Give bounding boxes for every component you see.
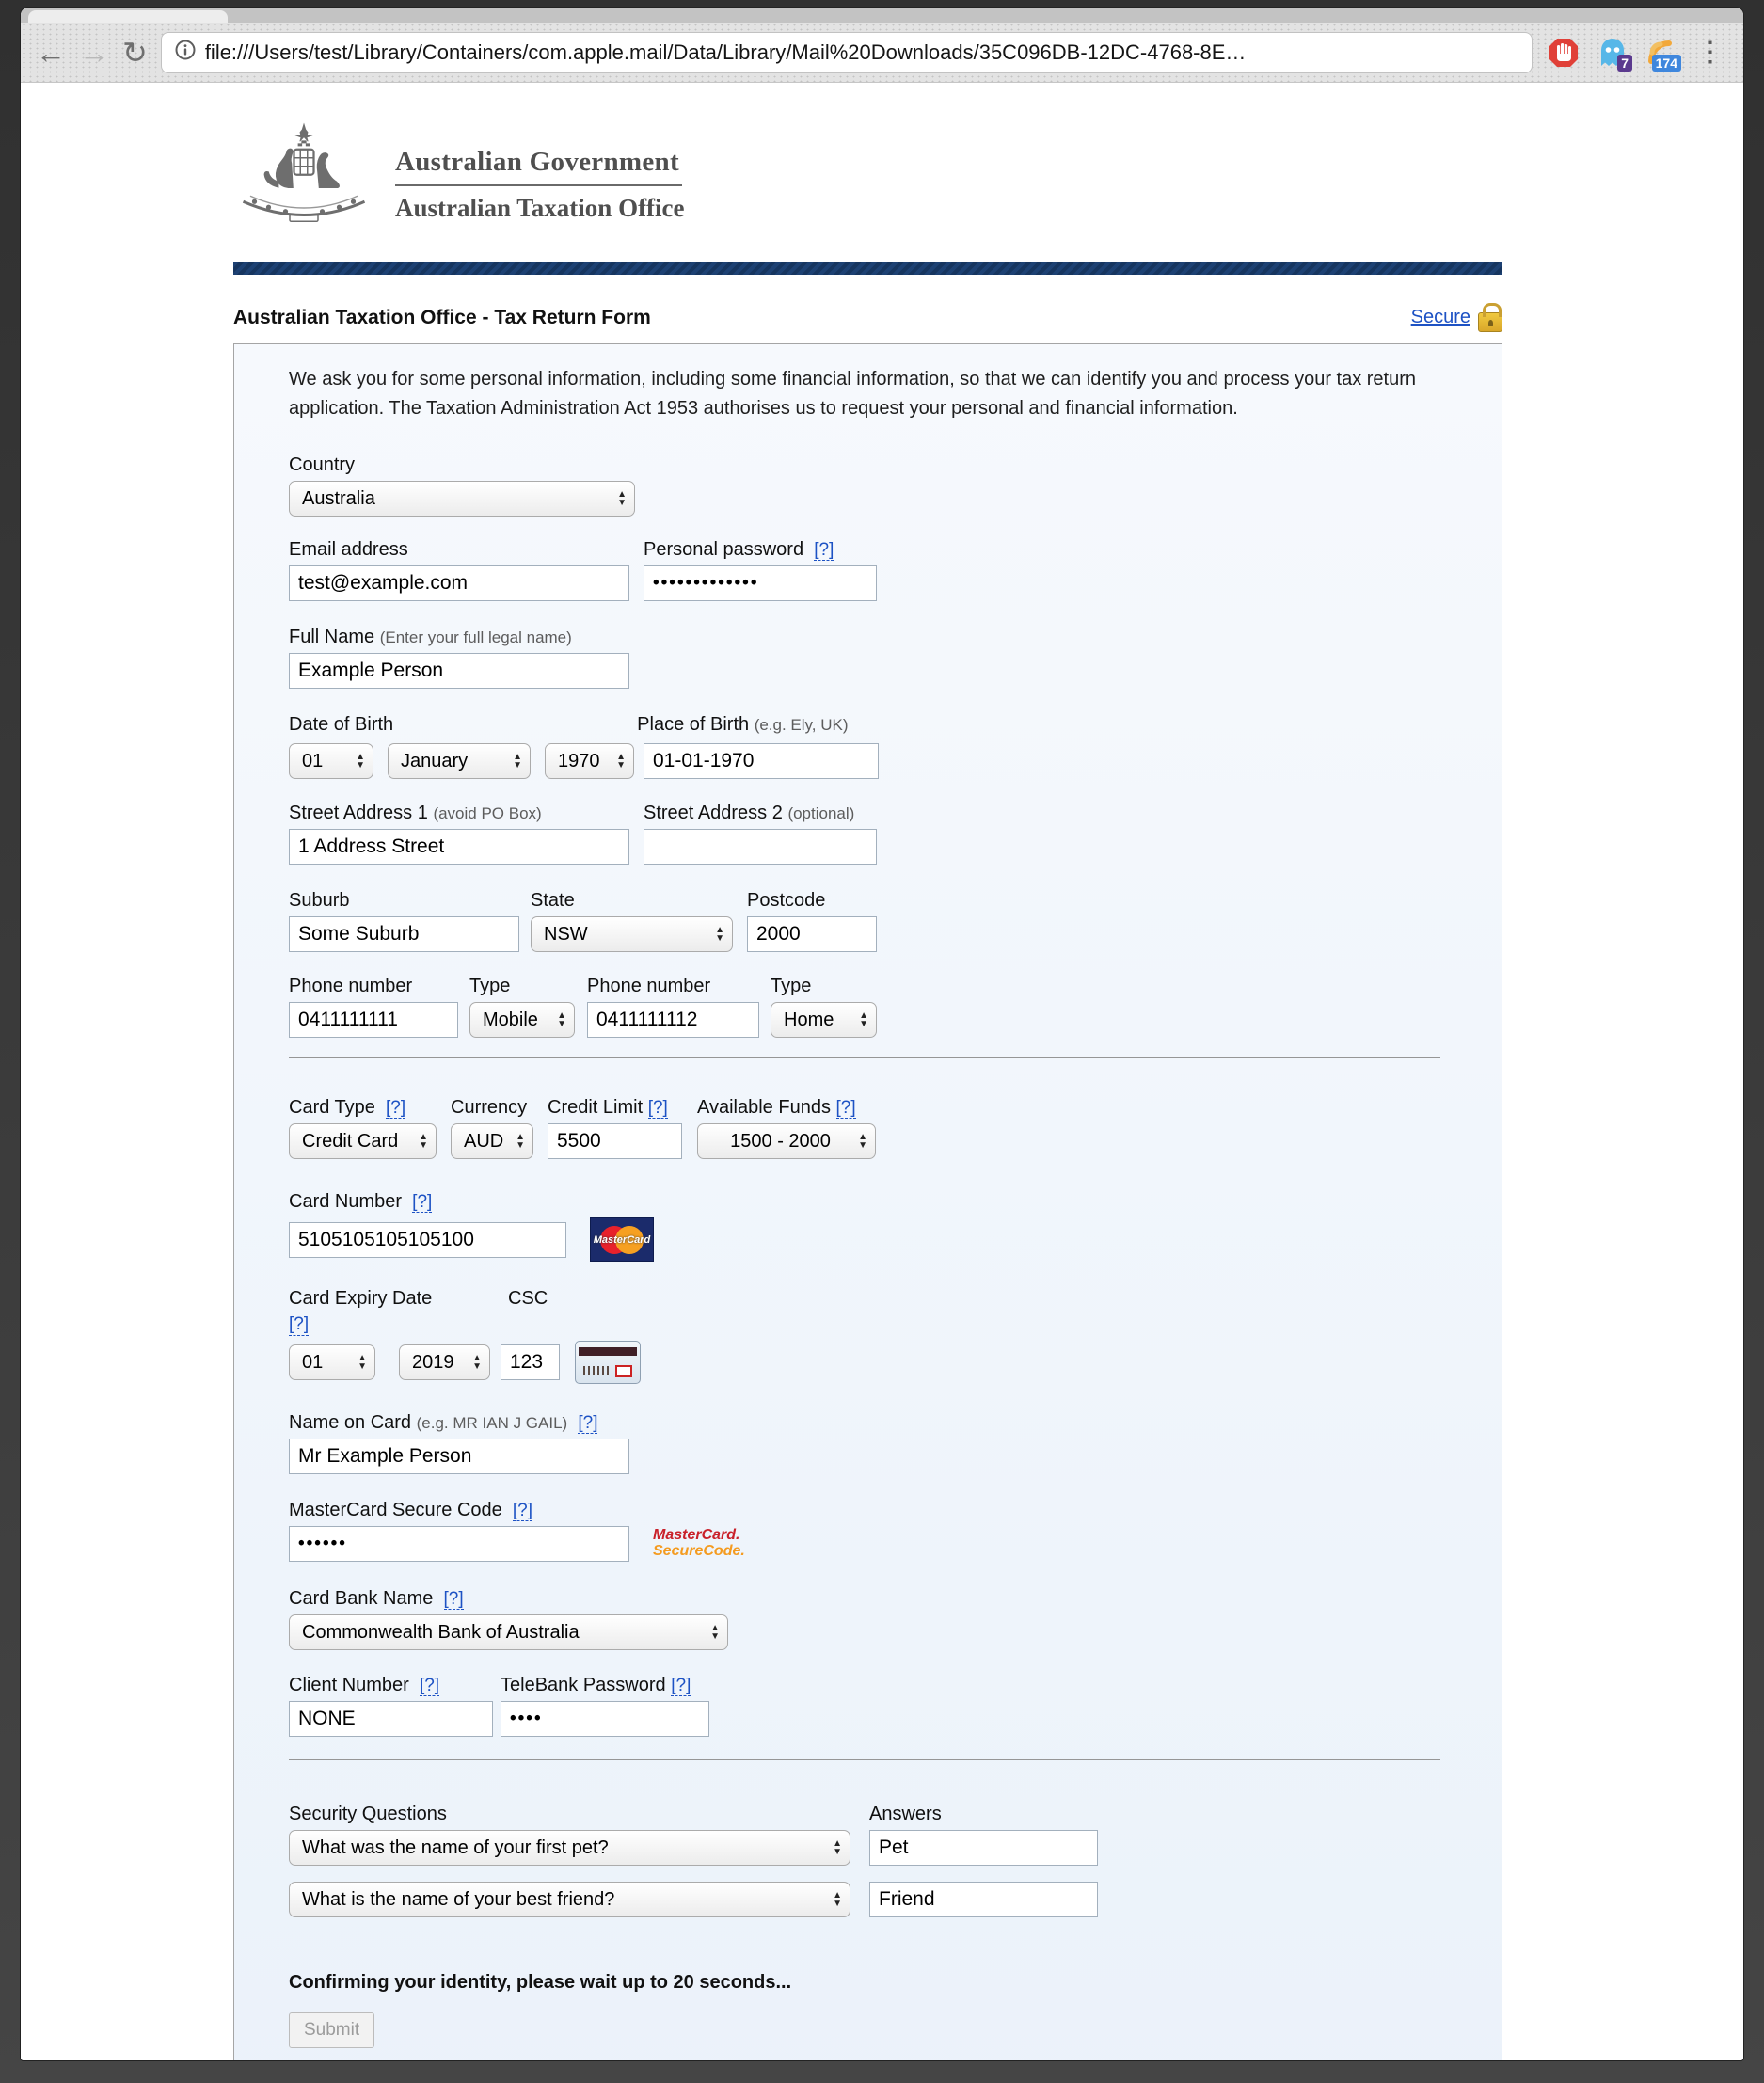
bank-label: Card Bank Name [?] <box>289 1588 464 1609</box>
card-type-help-link[interactable]: [?] <box>386 1098 406 1118</box>
ghostery-badge: 7 <box>1617 55 1632 72</box>
country-label: Country <box>289 454 356 475</box>
browser-window <box>21 8 1743 2060</box>
brand-divider <box>395 184 682 186</box>
credit-limit-label: Credit Limit [?] <box>548 1097 668 1118</box>
address2-field[interactable] <box>644 829 877 865</box>
secure-code-label: MasterCard Secure Code [?] <box>289 1500 533 1520</box>
phone2-field[interactable] <box>587 1002 759 1038</box>
office-title: Australian Taxation Office <box>395 194 685 222</box>
pob-label: Place of Birth (e.g. Ely, UK) <box>637 714 849 735</box>
client-number-label: Client Number [?] <box>289 1675 440 1695</box>
refresh-icon[interactable]: ↻ <box>122 35 148 70</box>
state-select[interactable]: NSW ▲ ▼ <box>531 916 733 952</box>
state-label: State <box>531 890 575 911</box>
dob-month-select[interactable]: January ▲ ▼ <box>388 743 531 779</box>
csc-label: CSC <box>508 1288 548 1309</box>
info-icon[interactable] <box>175 40 196 65</box>
browser-tab[interactable] <box>28 10 228 23</box>
intro-text: We ask you for some personal information, including some financial information, so that we can identify you and process your tax return application. The Taxation Administration Act 1953 authorises us to request your personal and financial information. <box>289 369 1417 419</box>
security-question-1-select[interactable]: What was the name of your first pet? ▲ ▼ <box>289 1830 850 1866</box>
phone1-type-select[interactable]: Mobile ▲ ▼ <box>469 1002 575 1038</box>
card-type-label: Card Type [?] <box>289 1097 406 1118</box>
currency-select[interactable]: AUD ▲ ▼ <box>451 1123 533 1159</box>
section-divider <box>289 1057 1440 1058</box>
postcode-field[interactable] <box>747 916 877 952</box>
dob-day-select[interactable]: 01 ▲ ▼ <box>289 743 373 779</box>
security-answer-2-field[interactable] <box>869 1882 1098 1917</box>
expiry-label: Card Expiry Date <box>289 1288 433 1309</box>
feed-badge: 174 <box>1652 55 1681 72</box>
address1-field[interactable] <box>289 829 629 865</box>
telebank-label: TeleBank Password [?] <box>501 1675 691 1695</box>
security-question-2-select[interactable]: What is the name of your best friend? ▲ ▼ <box>289 1882 850 1917</box>
brand-text <box>395 147 685 223</box>
ghostery-icon[interactable] <box>1595 34 1630 72</box>
postcode-label: Postcode <box>747 890 826 911</box>
csc-card-icon <box>575 1341 641 1384</box>
currency-label: Currency <box>451 1097 528 1118</box>
expiry-year-select[interactable]: 2019 ▲ ▼ <box>399 1344 490 1380</box>
phone2-type-select[interactable]: Home ▲ ▼ <box>771 1002 877 1038</box>
security-answer-1-field[interactable] <box>869 1830 1098 1866</box>
forward-icon[interactable]: → <box>79 35 109 70</box>
email-field[interactable] <box>289 565 629 601</box>
phone1-field[interactable] <box>289 1002 458 1038</box>
page-content <box>21 83 1743 2060</box>
address2-label: Street Address 2 (optional) <box>644 803 855 823</box>
suburb-field[interactable] <box>289 916 519 952</box>
client-number-help-link[interactable]: [?] <box>419 1676 440 1695</box>
tab-strip <box>21 8 1743 23</box>
secure-link[interactable]: Secure <box>1410 307 1470 327</box>
client-number-field[interactable] <box>289 1701 493 1737</box>
title-row <box>233 303 1502 332</box>
csc-field[interactable] <box>501 1344 560 1380</box>
available-funds-help-link[interactable]: [?] <box>835 1098 856 1118</box>
phone2-type-label: Type <box>771 976 812 996</box>
card-number-label: Card Number [?] <box>289 1191 433 1212</box>
credit-limit-field[interactable] <box>548 1123 682 1159</box>
mastercard-logo-icon: MasterCard <box>590 1217 654 1262</box>
full-name-field[interactable] <box>289 653 629 689</box>
url-text[interactable]: file:///Users/test/Library/Containers/com.apple.mail/Data/Library/Mail%20Downloads/35C096DB-12DC-4768-8E… <box>204 40 1247 64</box>
phone2-label: Phone number <box>587 976 711 996</box>
telebank-help-link[interactable]: [?] <box>671 1676 691 1695</box>
full-name-label: Full Name (Enter your full legal name) <box>289 627 572 647</box>
credit-limit-help-link[interactable]: [?] <box>647 1098 668 1118</box>
feed-extension-icon[interactable] <box>1644 34 1679 72</box>
answers-label: Answers <box>869 1804 942 1824</box>
secure-box <box>1411 303 1502 332</box>
dob-pob-label-line <box>289 713 872 739</box>
navy-bar <box>233 262 1502 275</box>
submit-button[interactable]: Submit <box>289 2012 374 2048</box>
back-icon[interactable]: ← <box>36 35 66 70</box>
securecode-logo-icon: MasterCard. SecureCode. <box>653 1527 745 1559</box>
select-arrows-icon <box>617 490 627 507</box>
expiry-help-link[interactable]: [?] <box>289 1314 310 1334</box>
bank-select[interactable]: Commonwealth Bank of Australia ▲ ▼ <box>289 1614 728 1650</box>
dob-year-select[interactable]: 1970 ▲ ▼ <box>545 743 634 779</box>
place-of-birth-field[interactable] <box>644 743 879 779</box>
browser-menu-icon[interactable]: ⋮ <box>1696 36 1724 68</box>
available-funds-label: Available Funds [?] <box>697 1097 856 1118</box>
security-questions-label: Security Questions <box>289 1804 447 1824</box>
site-header <box>233 120 1502 249</box>
secure-code-help-link[interactable]: [?] <box>512 1501 533 1520</box>
secure-code-field[interactable] <box>289 1526 629 1562</box>
confirming-identity-text: Confirming your identity, please wait up to 20 seconds... <box>289 1972 792 1993</box>
password-label: Personal password [?] <box>644 539 834 560</box>
password-field[interactable] <box>644 565 877 601</box>
password-help-link[interactable]: [?] <box>814 540 834 560</box>
telebank-password-field[interactable] <box>501 1701 709 1737</box>
country-select[interactable]: Australia ▲ ▼ <box>289 481 635 517</box>
padlock-icon <box>1478 312 1502 332</box>
name-on-card-label: Name on Card (e.g. MR IAN J GAIL) [?] <box>289 1412 598 1433</box>
card-type-select[interactable]: Credit Card ▲ ▼ <box>289 1123 437 1159</box>
bank-help-link[interactable]: [?] <box>443 1589 464 1609</box>
expiry-month-select[interactable]: 01 ▲ ▼ <box>289 1344 375 1380</box>
main-column <box>233 120 1502 2060</box>
address-bar[interactable] <box>161 32 1533 73</box>
tax-return-form <box>233 343 1502 2060</box>
coat-of-arms-icon <box>233 120 374 249</box>
phone1-type-label: Type <box>469 976 511 996</box>
name-on-card-field[interactable] <box>289 1439 629 1474</box>
available-funds-select[interactable]: 1500 - 2000 ▲ ▼ <box>697 1123 876 1159</box>
section-divider-2 <box>289 1759 1440 1760</box>
suburb-label: Suburb <box>289 890 350 911</box>
page-title: Australian Taxation Office - Tax Return Form <box>233 306 651 328</box>
name-on-card-help-link[interactable]: [?] <box>578 1413 598 1433</box>
card-number-help-link[interactable]: [?] <box>412 1192 433 1212</box>
card-number-field[interactable] <box>289 1222 566 1258</box>
address1-label: Street Address 1 (avoid PO Box) <box>289 803 542 823</box>
email-label: Email address <box>289 539 408 560</box>
phone1-label: Phone number <box>289 976 413 996</box>
content-blocker-icon[interactable] <box>1546 34 1581 72</box>
dob-label: Date of Birth <box>289 714 394 735</box>
browser-toolbar <box>21 23 1743 83</box>
government-title: Australian Government <box>395 147 679 177</box>
